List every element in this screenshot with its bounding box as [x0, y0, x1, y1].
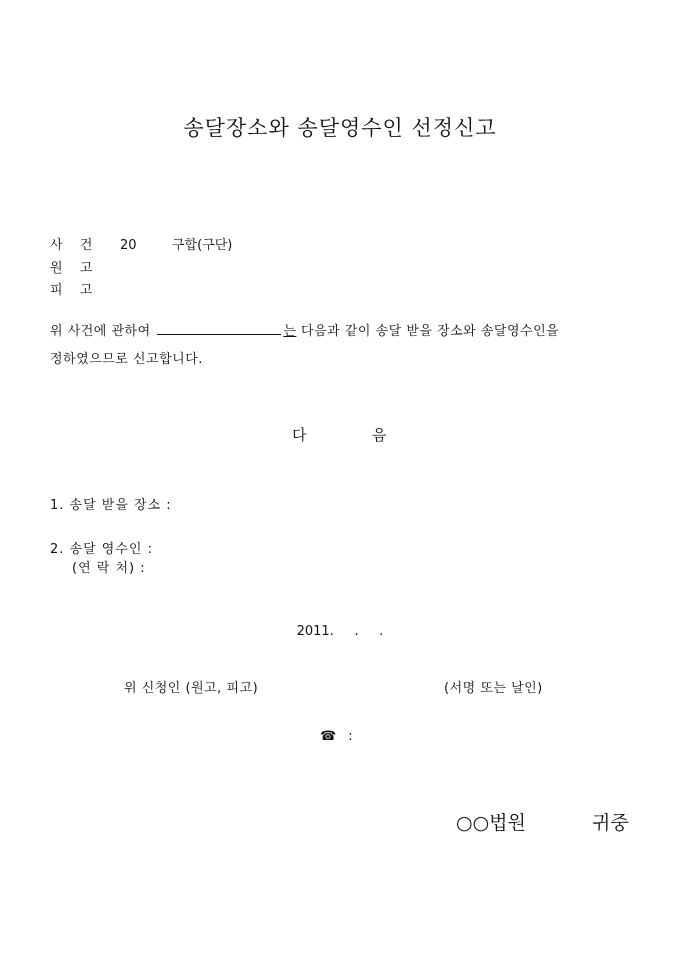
phone-row — [320, 729, 353, 744]
court-suffix: 귀중 — [592, 812, 629, 834]
item-delivery-place: 1. 송달 받을 장소 : — [50, 498, 172, 513]
applicant-label: 위 신청인 (원고, 피고) — [124, 681, 259, 696]
body-part1: 위 사건에 관하여 — [50, 324, 151, 339]
case-year: 20 — [120, 238, 137, 253]
item-contact: (연 락 처) : — [72, 561, 146, 576]
document-date: 2011. . . — [296, 624, 384, 639]
plaintiff-row — [50, 257, 95, 276]
body-part3: 다음과 같이 송달 받을 장소와 송달영수인을 — [301, 324, 560, 339]
section-heading-left: 다 — [292, 426, 307, 444]
case-type: 구합(구단) — [172, 238, 233, 253]
body-paragraph-line2: 정하였으므로 신고합니다. — [50, 352, 203, 367]
signature-note: (서명 또는 날인) — [444, 681, 543, 696]
case-row — [50, 234, 232, 253]
blank-field — [157, 322, 281, 335]
section-heading-right: 음 — [372, 426, 387, 444]
court-name: ○○법원 — [456, 812, 526, 834]
body-part2: 는 — [283, 324, 297, 339]
plaintiff-label: 원 고 — [50, 261, 96, 276]
telephone-icon: ☎ — [320, 729, 337, 744]
item-delivery-recipient: 2. 송달 영수인 : — [50, 542, 153, 557]
document-title: 송달장소와 송달영수인 선정신고 — [183, 116, 497, 140]
body-paragraph-line1 — [50, 320, 559, 339]
defendant-row — [50, 279, 95, 298]
phone-separator: : — [348, 729, 353, 744]
case-label: 사 건 — [50, 238, 96, 253]
defendant-label: 피 고 — [50, 283, 96, 298]
